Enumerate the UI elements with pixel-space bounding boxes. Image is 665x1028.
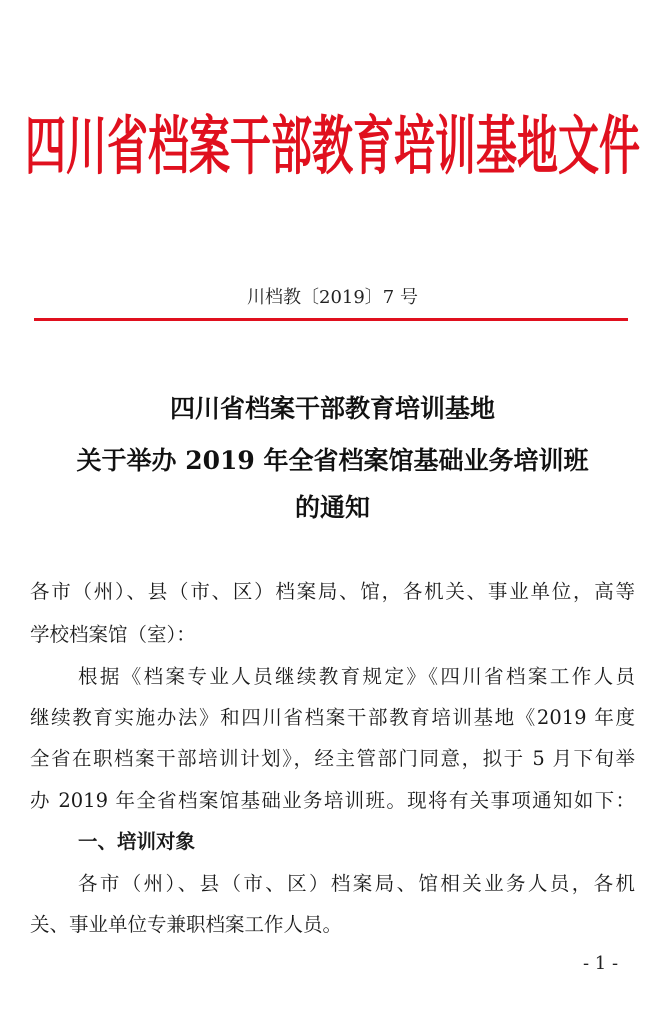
section1-line-2: 关、事业单位专兼职档案工作人员。 — [30, 913, 343, 936]
recipients-line-1: 各市（州）、县（市、区）档案局、馆，各机关、事业单位，高等 — [30, 580, 635, 603]
masthead-title: 四川省档案干部教育培训基地文件 — [25, 109, 640, 184]
notice-title-line-2: 关于举办 2019 年全省档案馆基础业务培训班 — [76, 446, 589, 475]
page-number: - 1 - — [583, 953, 619, 974]
notice-title-line-1: 四川省档案干部教育培训基地 — [169, 394, 495, 423]
notice-title-line-3: 的通知 — [294, 493, 370, 522]
intro-line-2: 继续教育实施办法》和四川省档案干部教育培训基地《2019 年度 — [30, 706, 635, 729]
recipients-line-2: 学校档案馆（室）： — [30, 623, 196, 646]
intro-line-4: 办 2019 年全省档案馆基础业务培训班。现将有关事项通知如下： — [30, 789, 635, 812]
red-divider — [34, 318, 628, 321]
document-number: 川档教〔2019〕7 号 — [247, 287, 418, 308]
intro-line-3: 全省在职档案干部培训计划》，经主管部门同意，拟于 5 月下旬举 — [30, 747, 635, 770]
section-heading-training-targets: 一、培训对象 — [78, 830, 196, 853]
section1-line-1: 各市（州）、县（市、区）档案局、馆相关业务人员，各机 — [78, 872, 635, 895]
intro-line-1: 根据《档案专业人员继续教育规定》《四川省档案工作人员 — [78, 665, 635, 688]
